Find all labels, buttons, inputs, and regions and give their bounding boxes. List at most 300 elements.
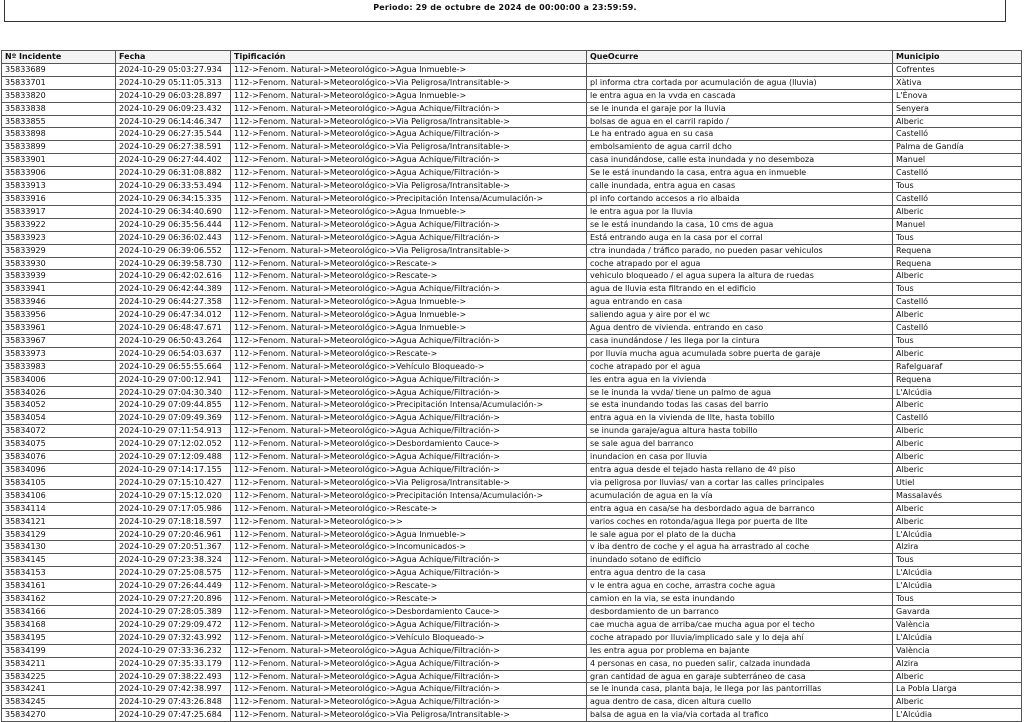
municipio-cell: Manuel (893, 218, 1022, 231)
fecha-cell: 2024-10-29 06:48:47.671 (116, 322, 231, 335)
incidente-cell: 35833701 (2, 76, 116, 89)
municipio-cell: L'Alcúdia (893, 386, 1022, 399)
queocurre-cell: pl info cortando accesos a rio albaida (587, 192, 893, 205)
queocurre-cell: entra agua en la vivienda de llte, hasta tobillo (587, 412, 893, 425)
tipificacion-cell: 112->Fenom. Natural->Meteorológico->Agua Inmueble-> (231, 205, 587, 218)
queocurre-cell: saliendo agua y aire por el wc (587, 309, 893, 322)
table-row (2, 528, 1022, 541)
municipio-cell: Cofrentes (893, 63, 1022, 76)
municipio-cell: L'Alcúdia (893, 580, 1022, 593)
tipificacion-cell: 112->Fenom. Natural->Meteorológico->Agua Achique/Filtración-> (231, 283, 587, 296)
table-row (2, 296, 1022, 309)
table-header-row (2, 51, 1022, 64)
table-row (2, 593, 1022, 606)
fecha-cell: 2024-10-29 07:35:33.179 (116, 657, 231, 670)
queocurre-cell: ctra inundada / tráfico parado, no pueden pasar vehiculos (587, 244, 893, 257)
fecha-cell: 2024-10-29 07:04:30.340 (116, 386, 231, 399)
fecha-cell: 2024-10-29 06:27:44.402 (116, 154, 231, 167)
fecha-cell: 2024-10-29 07:17:05.986 (116, 502, 231, 515)
table-row (2, 644, 1022, 657)
fecha-cell: 2024-10-29 06:09:23.432 (116, 102, 231, 115)
tipificacion-cell: 112->Fenom. Natural->Meteorológico->Agua Achique/Filtración-> (231, 657, 587, 670)
table-row (2, 554, 1022, 567)
municipio-cell: Tous (893, 593, 1022, 606)
tipificacion-cell: 112->Fenom. Natural->Meteorológico->Agua Achique/Filtración-> (231, 373, 587, 386)
fecha-cell: 2024-10-29 07:42:38.997 (116, 683, 231, 696)
tipificacion-cell: 112->Fenom. Natural->Meteorológico->Via Peligrosa/Intransitable-> (231, 709, 587, 722)
incidente-cell: 35833930 (2, 257, 116, 270)
tipificacion-cell: 112->Fenom. Natural->Meteorológico->Precipitación Intensa/Acumulación-> (231, 399, 587, 412)
fecha-cell: 2024-10-29 07:20:51.367 (116, 541, 231, 554)
fecha-cell: 2024-10-29 06:34:15.335 (116, 192, 231, 205)
incidente-cell: 35834026 (2, 386, 116, 399)
incidente-cell: 35834166 (2, 605, 116, 618)
municipio-cell: València (893, 618, 1022, 631)
fecha-cell: 2024-10-29 07:33:36.232 (116, 644, 231, 657)
report-header (4, 0, 1006, 22)
queocurre-cell: se le está inundando la casa, 10 cms de agua (587, 218, 893, 231)
tipificacion-cell: 112->Fenom. Natural->Meteorológico->Via Peligrosa/Intransitable-> (231, 141, 587, 154)
table-row (2, 580, 1022, 593)
incidente-cell: 35834245 (2, 696, 116, 709)
queocurre-cell: v iba dentro de coche y el agua ha arrastrado al coche (587, 541, 893, 554)
table-row (2, 412, 1022, 425)
tipificacion-cell: 112->Fenom. Natural->Meteorológico->Agua Inmueble-> (231, 322, 587, 335)
municipio-cell: Alberic (893, 696, 1022, 709)
municipio-cell: Alberic (893, 451, 1022, 464)
table-row (2, 167, 1022, 180)
fecha-cell: 2024-10-29 07:12:02.052 (116, 438, 231, 451)
incidente-cell: 35834270 (2, 709, 116, 722)
table-row (2, 464, 1022, 477)
queocurre-cell: Agua dentro de vivienda. entrando en caso (587, 322, 893, 335)
fecha-cell: 2024-10-29 06:34:40.690 (116, 205, 231, 218)
tipificacion-cell: 112->Fenom. Natural->Meteorológico->Agua Inmueble-> (231, 89, 587, 102)
period-text: Periodo: 29 de octubre de 2024 de 00:00:00 a 23:59:59. (373, 3, 637, 12)
incidente-cell: 35833929 (2, 244, 116, 257)
municipio-cell: L'Ènova (893, 89, 1022, 102)
incidente-cell: 35834130 (2, 541, 116, 554)
fecha-cell: 2024-10-29 07:09:49.369 (116, 412, 231, 425)
tipificacion-cell: 112->Fenom. Natural->Meteorológico->Agua Achique/Filtración-> (231, 231, 587, 244)
table-row (2, 425, 1022, 438)
table-row (2, 683, 1022, 696)
incidente-cell: 35834241 (2, 683, 116, 696)
tipificacion-cell: 112->Fenom. Natural->Meteorológico->Agua Achique/Filtración-> (231, 167, 587, 180)
table-row (2, 218, 1022, 231)
municipio-cell: Tous (893, 334, 1022, 347)
fecha-cell: 2024-10-29 07:23:38.324 (116, 554, 231, 567)
tipificacion-cell: 112->Fenom. Natural->Meteorológico->Agua Achique/Filtración-> (231, 451, 587, 464)
table-row (2, 399, 1022, 412)
queocurre-cell: se le inunda el garaje por la lluvia (587, 102, 893, 115)
tipificacion-cell: 112->Fenom. Natural->Meteorológico->Desbordamiento Cauce-> (231, 605, 587, 618)
fecha-cell: 2024-10-29 07:14:17.155 (116, 464, 231, 477)
municipio-cell: Alberic (893, 464, 1022, 477)
fecha-cell: 2024-10-29 06:42:02.616 (116, 270, 231, 283)
table-row (2, 244, 1022, 257)
tipificacion-cell: 112->Fenom. Natural->Meteorológico->Agua Inmueble-> (231, 528, 587, 541)
queocurre-cell: coche atrapado por el agua (587, 257, 893, 270)
incidente-cell: 35834168 (2, 618, 116, 631)
queocurre-cell: agua dentro de casa, dicen altura cuello (587, 696, 893, 709)
incidente-cell: 35833967 (2, 334, 116, 347)
table-row (2, 270, 1022, 283)
tipificacion-cell: 112->Fenom. Natural->Meteorológico->Agua Achique/Filtración-> (231, 412, 587, 425)
queocurre-cell: por lluvia mucha agua acumulada sobre puerta de garaje (587, 347, 893, 360)
fecha-cell: 2024-10-29 07:25:08.575 (116, 567, 231, 580)
incidente-cell: 35834006 (2, 373, 116, 386)
tipificacion-cell: 112->Fenom. Natural->Meteorológico->Incomunicados-> (231, 541, 587, 554)
incidents-table (1, 50, 1022, 722)
fecha-cell: 2024-10-29 06:39:06.552 (116, 244, 231, 257)
table-row (2, 515, 1022, 528)
queocurre-cell: le sale agua por el plato de la ducha (587, 528, 893, 541)
table-row (2, 489, 1022, 502)
table-row (2, 541, 1022, 554)
tipificacion-cell: 112->Fenom. Natural->Meteorológico->Rescate-> (231, 257, 587, 270)
queocurre-cell: se inunda garaje/agua altura hasta tobillo (587, 425, 893, 438)
tipificacion-cell: 112->Fenom. Natural->Meteorológico->Vehículo Bloqueado-> (231, 631, 587, 644)
municipio-cell: Alberic (893, 515, 1022, 528)
table-row (2, 180, 1022, 193)
queocurre-cell: le entra agua en la vvda en cascada (587, 89, 893, 102)
queocurre-cell: entra agua en casa/se ha desbordado agua de barranco (587, 502, 893, 515)
incidente-cell: 35834106 (2, 489, 116, 502)
queocurre-cell: inundado sotano de edificio (587, 554, 893, 567)
tipificacion-cell: 112->Fenom. Natural->Meteorológico->Agua Achique/Filtración-> (231, 554, 587, 567)
municipio-cell: Castelló (893, 322, 1022, 335)
incidente-cell: 35834153 (2, 567, 116, 580)
tipificacion-cell: 112->Fenom. Natural->Meteorológico->Agua Achique/Filtración-> (231, 334, 587, 347)
queocurre-cell: pl informa ctra cortada por acumulación de agua (lluvia) (587, 76, 893, 89)
incidente-cell: 35834129 (2, 528, 116, 541)
tipificacion-cell: 112->Fenom. Natural->Meteorológico->Via Peligrosa/Intransitable-> (231, 76, 587, 89)
fecha-cell: 2024-10-29 07:47:25.684 (116, 709, 231, 722)
tipificacion-cell: 112->Fenom. Natural->Meteorológico->Via Peligrosa/Intransitable-> (231, 244, 587, 257)
tipificacion-cell: 112->Fenom. Natural->Meteorológico->Agua Achique/Filtración-> (231, 670, 587, 683)
incidente-cell: 35834199 (2, 644, 116, 657)
queocurre-cell: cae mucha agua de arriba/cae mucha agua por el techo (587, 618, 893, 631)
tipificacion-cell: 112->Fenom. Natural->Meteorológico->> (231, 515, 587, 528)
queocurre-cell (587, 63, 893, 76)
municipio-cell: Alberic (893, 115, 1022, 128)
tipificacion-cell: 112->Fenom. Natural->Meteorológico->Rescate-> (231, 270, 587, 283)
table-row (2, 605, 1022, 618)
queocurre-cell: agua entrando en casa (587, 296, 893, 309)
incidente-cell: 35834052 (2, 399, 116, 412)
tipificacion-cell: 112->Fenom. Natural->Meteorológico->Agua Achique/Filtración-> (231, 567, 587, 580)
table-row (2, 347, 1022, 360)
column-header-tipificacion: Tipificación (231, 51, 587, 64)
table-row (2, 63, 1022, 76)
tipificacion-cell: 112->Fenom. Natural->Meteorológico->Agua Inmueble-> (231, 296, 587, 309)
fecha-cell: 2024-10-29 05:11:05.313 (116, 76, 231, 89)
queocurre-cell: bolsas de agua en el carril rapido / (587, 115, 893, 128)
incidente-cell: 35833941 (2, 283, 116, 296)
municipio-cell: Tous (893, 283, 1022, 296)
fecha-cell: 2024-10-29 07:12:09.488 (116, 451, 231, 464)
fecha-cell: 2024-10-29 07:26:44.449 (116, 580, 231, 593)
municipio-cell: Alberic (893, 438, 1022, 451)
fecha-cell: 2024-10-29 06:42:44.389 (116, 283, 231, 296)
queocurre-cell: 4 personas en casa, no pueden salir, calzada inundada (587, 657, 893, 670)
tipificacion-cell: 112->Fenom. Natural->Meteorológico->Agua Achique/Filtración-> (231, 696, 587, 709)
incidente-cell: 35833917 (2, 205, 116, 218)
table-row (2, 373, 1022, 386)
tipificacion-cell: 112->Fenom. Natural->Meteorológico->Agua Achique/Filtración-> (231, 618, 587, 631)
tipificacion-cell: 112->Fenom. Natural->Meteorológico->Agua Achique/Filtración-> (231, 683, 587, 696)
table-row (2, 141, 1022, 154)
table-row (2, 89, 1022, 102)
queocurre-cell: Se le está inundando la casa, entra agua en inmueble (587, 167, 893, 180)
tipificacion-cell: 112->Fenom. Natural->Meteorológico->Precipitación Intensa/Acumulación-> (231, 192, 587, 205)
fecha-cell: 2024-10-29 06:35:56.444 (116, 218, 231, 231)
incidente-cell: 35834145 (2, 554, 116, 567)
queocurre-cell: le entra agua por la lluvia (587, 205, 893, 218)
incidente-cell: 35833923 (2, 231, 116, 244)
municipio-cell: L'Alcúdia (893, 631, 1022, 644)
queocurre-cell: embolsamiento de agua carril dcho (587, 141, 893, 154)
fecha-cell: 2024-10-29 07:20:46.961 (116, 528, 231, 541)
municipio-cell: Castelló (893, 167, 1022, 180)
fecha-cell: 2024-10-29 06:36:02.443 (116, 231, 231, 244)
incidente-cell: 35834076 (2, 451, 116, 464)
tipificacion-cell: 112->Fenom. Natural->Meteorológico->Agua Achique/Filtración-> (231, 644, 587, 657)
municipio-cell: Massalavés (893, 489, 1022, 502)
table-row (2, 386, 1022, 399)
table-row (2, 283, 1022, 296)
table-row (2, 360, 1022, 373)
fecha-cell: 2024-10-29 07:18:18.597 (116, 515, 231, 528)
table-row (2, 115, 1022, 128)
queocurre-cell: se esta inundando todas las casas del barrio (587, 399, 893, 412)
queocurre-cell: camion en la via, se esta inundando (587, 593, 893, 606)
tipificacion-cell: 112->Fenom. Natural->Meteorológico->Rescate-> (231, 502, 587, 515)
table-row (2, 128, 1022, 141)
municipio-cell: Alberic (893, 502, 1022, 515)
table-row (2, 451, 1022, 464)
incidente-cell: 35834195 (2, 631, 116, 644)
table-row (2, 657, 1022, 670)
fecha-cell: 2024-10-29 06:44:27.358 (116, 296, 231, 309)
tipificacion-cell: 112->Fenom. Natural->Meteorológico->Agua Achique/Filtración-> (231, 154, 587, 167)
incidente-cell: 35833983 (2, 360, 116, 373)
municipio-cell: Palma de Gandía (893, 141, 1022, 154)
tipificacion-cell: 112->Fenom. Natural->Meteorológico->Agua Achique/Filtración-> (231, 102, 587, 115)
queocurre-cell: entra agua dentro de la casa (587, 567, 893, 580)
fecha-cell: 2024-10-29 06:27:35.544 (116, 128, 231, 141)
incidente-cell: 35834072 (2, 425, 116, 438)
column-header-queocurre: QueOcurre (587, 51, 893, 64)
fecha-cell: 2024-10-29 06:03:28.897 (116, 89, 231, 102)
queocurre-cell: acumulación de agua en la vía (587, 489, 893, 502)
fecha-cell: 2024-10-29 07:15:10.427 (116, 476, 231, 489)
table-row (2, 502, 1022, 515)
incidente-cell: 35834096 (2, 464, 116, 477)
municipio-cell: Alberic (893, 309, 1022, 322)
municipio-cell: Alberic (893, 347, 1022, 360)
queocurre-cell: v le entra agua en coche, arrastra coche agua (587, 580, 893, 593)
tipificacion-cell: 112->Fenom. Natural->Meteorológico->Agua Achique/Filtración-> (231, 128, 587, 141)
queocurre-cell: desbordamiento de un barranco (587, 605, 893, 618)
tipificacion-cell: 112->Fenom. Natural->Meteorológico->Agua Achique/Filtración-> (231, 425, 587, 438)
municipio-cell: L'Alcúdia (893, 567, 1022, 580)
tipificacion-cell: 112->Fenom. Natural->Meteorológico->Via Peligrosa/Intransitable-> (231, 476, 587, 489)
incidente-cell: 35833913 (2, 180, 116, 193)
tipificacion-cell: 112->Fenom. Natural->Meteorológico->Agua Inmueble-> (231, 63, 587, 76)
incidente-cell: 35834075 (2, 438, 116, 451)
incidente-cell: 35834225 (2, 670, 116, 683)
incidente-cell: 35834114 (2, 502, 116, 515)
municipio-cell: Castelló (893, 192, 1022, 205)
tipificacion-cell: 112->Fenom. Natural->Meteorológico->Agua Achique/Filtración-> (231, 464, 587, 477)
table-row (2, 631, 1022, 644)
tipificacion-cell: 112->Fenom. Natural->Meteorológico->Via Peligrosa/Intransitable-> (231, 180, 587, 193)
incidente-cell: 35834054 (2, 412, 116, 425)
queocurre-cell: inundacion en casa por lluvia (587, 451, 893, 464)
incidente-cell: 35834161 (2, 580, 116, 593)
table-row (2, 192, 1022, 205)
fecha-cell: 2024-10-29 07:28:05.389 (116, 605, 231, 618)
table-row (2, 102, 1022, 115)
municipio-cell: Alberic (893, 399, 1022, 412)
fecha-cell: 2024-10-29 06:27:38.591 (116, 141, 231, 154)
queocurre-cell: coche atrapado por lluvia/implicado sale y lo deja ahí (587, 631, 893, 644)
incidente-cell: 35834121 (2, 515, 116, 528)
queocurre-cell: casa inundándose / les llega por la cintura (587, 334, 893, 347)
queocurre-cell: agua de lluvia esta filtrando en el edificio (587, 283, 893, 296)
queocurre-cell: vehiculo bloqueado / el agua supera la altura de ruedas (587, 270, 893, 283)
fecha-cell: 2024-10-29 06:55:55.664 (116, 360, 231, 373)
table-row (2, 476, 1022, 489)
queocurre-cell: se le inunda casa, planta baja, le llega por las pantorrillas (587, 683, 893, 696)
municipio-cell: Requena (893, 373, 1022, 386)
municipio-cell: Castelló (893, 296, 1022, 309)
municipio-cell: Alberic (893, 205, 1022, 218)
tipificacion-cell: 112->Fenom. Natural->Meteorológico->Agua Inmueble-> (231, 309, 587, 322)
queocurre-cell: Le ha entrado agua en su casa (587, 128, 893, 141)
tipificacion-cell: 112->Fenom. Natural->Meteorológico->Agua Achique/Filtración-> (231, 386, 587, 399)
municipio-cell: Xàtiva (893, 76, 1022, 89)
municipio-cell: Alberic (893, 270, 1022, 283)
incidente-cell: 35833939 (2, 270, 116, 283)
fecha-cell: 2024-10-29 06:14:46.347 (116, 115, 231, 128)
queocurre-cell: entra agua desde el tejado hasta rellano de 4º piso (587, 464, 893, 477)
incidente-cell: 35833916 (2, 192, 116, 205)
fecha-cell: 2024-10-29 07:43:26.848 (116, 696, 231, 709)
column-header-fecha: Fecha (116, 51, 231, 64)
table-row (2, 709, 1022, 722)
tipificacion-cell: 112->Fenom. Natural->Meteorológico->Agua Achique/Filtración-> (231, 218, 587, 231)
fecha-cell: 2024-10-29 07:11:54.913 (116, 425, 231, 438)
fecha-cell: 2024-10-29 07:29:09.472 (116, 618, 231, 631)
tipificacion-cell: 112->Fenom. Natural->Meteorológico->Rescate-> (231, 580, 587, 593)
incidente-cell: 35833961 (2, 322, 116, 335)
table-row (2, 231, 1022, 244)
fecha-cell: 2024-10-29 05:03:27.934 (116, 63, 231, 76)
tipificacion-cell: 112->Fenom. Natural->Meteorológico->Via Peligrosa/Intransitable-> (231, 115, 587, 128)
queocurre-cell: casa inundándose, calle esta inundada y no desemboza (587, 154, 893, 167)
table-row (2, 696, 1022, 709)
municipio-cell: Alzira (893, 657, 1022, 670)
table-row (2, 205, 1022, 218)
fecha-cell: 2024-10-29 06:47:34.012 (116, 309, 231, 322)
municipio-cell: València (893, 644, 1022, 657)
municipio-cell: Castelló (893, 128, 1022, 141)
incidente-cell: 35833906 (2, 167, 116, 180)
table-row (2, 257, 1022, 270)
tipificacion-cell: 112->Fenom. Natural->Meteorológico->Vehículo Bloqueado-> (231, 360, 587, 373)
table-row (2, 309, 1022, 322)
incidente-cell: 35833956 (2, 309, 116, 322)
table-row (2, 438, 1022, 451)
table-row (2, 322, 1022, 335)
fecha-cell: 2024-10-29 07:38:22.493 (116, 670, 231, 683)
fecha-cell: 2024-10-29 07:32:43.992 (116, 631, 231, 644)
queocurre-cell: Está entrando auga en la casa por el corral (587, 231, 893, 244)
municipio-cell: La Pobla Llarga (893, 683, 1022, 696)
table-row (2, 76, 1022, 89)
incidente-cell: 35833899 (2, 141, 116, 154)
queocurre-cell: via peligrosa por lluvias/ van a cortar las calles principales (587, 476, 893, 489)
column-header-incidente: Nº Incidente (2, 51, 116, 64)
table-body (2, 63, 1022, 721)
fecha-cell: 2024-10-29 07:09:44.855 (116, 399, 231, 412)
municipio-cell: Rafelguaraf (893, 360, 1022, 373)
queocurre-cell: coche atrapado por el agua (587, 360, 893, 373)
municipio-cell: Castelló (893, 412, 1022, 425)
municipio-cell: Alzira (893, 541, 1022, 554)
incidente-cell: 35833898 (2, 128, 116, 141)
queocurre-cell: calle inundada, entra agua en casas (587, 180, 893, 193)
table-row (2, 334, 1022, 347)
municipio-cell: Manuel (893, 154, 1022, 167)
tipificacion-cell: 112->Fenom. Natural->Meteorológico->Precipitación Intensa/Acumulación-> (231, 489, 587, 502)
fecha-cell: 2024-10-29 06:31:08.882 (116, 167, 231, 180)
incidente-cell: 35833689 (2, 63, 116, 76)
incidente-cell: 35833901 (2, 154, 116, 167)
incidente-cell: 35834105 (2, 476, 116, 489)
queocurre-cell: varios coches en rotonda/agua llega por puerta de llte (587, 515, 893, 528)
fecha-cell: 2024-10-29 06:33:53.494 (116, 180, 231, 193)
fecha-cell: 2024-10-29 06:39:58.730 (116, 257, 231, 270)
municipio-cell: Tous (893, 554, 1022, 567)
incidente-cell: 35833973 (2, 347, 116, 360)
incidente-cell: 35834211 (2, 657, 116, 670)
municipio-cell: Alberic (893, 425, 1022, 438)
municipio-cell: Gavarda (893, 605, 1022, 618)
incidente-cell: 35833946 (2, 296, 116, 309)
tipificacion-cell: 112->Fenom. Natural->Meteorológico->Rescate-> (231, 347, 587, 360)
municipio-cell: Requena (893, 257, 1022, 270)
tipificacion-cell: 112->Fenom. Natural->Meteorológico->Rescate-> (231, 593, 587, 606)
fecha-cell: 2024-10-29 06:50:43.264 (116, 334, 231, 347)
queocurre-cell: gran cantidad de agua en garaje subterráneo de casa (587, 670, 893, 683)
table-row (2, 618, 1022, 631)
municipio-cell: Senyera (893, 102, 1022, 115)
queocurre-cell: se sale agua del barranco (587, 438, 893, 451)
queocurre-cell: se le inunda la vvda/ tiene un palmo de agua (587, 386, 893, 399)
fecha-cell: 2024-10-29 07:00:12.941 (116, 373, 231, 386)
queocurre-cell: balsa de agua en la via/via cortada al trafico (587, 709, 893, 722)
municipio-cell: Alberic (893, 670, 1022, 683)
tipificacion-cell: 112->Fenom. Natural->Meteorológico->Desbordamiento Cauce-> (231, 438, 587, 451)
incidente-cell: 35833838 (2, 102, 116, 115)
municipio-cell: Tous (893, 231, 1022, 244)
queocurre-cell: les entra agua en la vivienda (587, 373, 893, 386)
municipio-cell: L'Alcúdia (893, 528, 1022, 541)
